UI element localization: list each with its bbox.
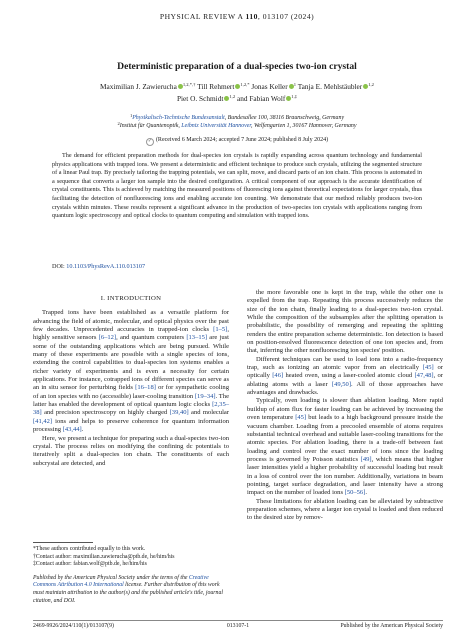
citation-link[interactable]: [47,48]: [414, 372, 434, 380]
paragraph-text: .: [365, 489, 368, 497]
body-paragraph: [247, 356, 443, 398]
author-affil-sup: 1,2: [368, 82, 374, 87]
publication-history: [30, 137, 444, 146]
article-info: , 013107 (2024): [257, 12, 315, 21]
journal-volume: 110: [245, 12, 258, 21]
citation-link[interactable]: [49,50]: [331, 380, 351, 388]
paragraph-text: , which means that higher laser intensities yield a higher probability of successful loading but result in a loss of control over the ion number. Additionally, variations in beam pointing, target surface degradation, and laser intensity have a strong impact on the number of loaded ions: [247, 455, 444, 497]
affiliation-address: , Bundesallee 100, 38116 Braunschweig, Germany: [224, 115, 345, 121]
author-affil-sup: 1,2,*,†: [182, 82, 196, 87]
left-column: [33, 290, 229, 468]
author-affil-sup: 1,2,*: [240, 82, 250, 87]
body-paragraph: [247, 397, 443, 497]
citation-link[interactable]: [19–34]: [194, 392, 216, 400]
paragraph-text: , or ablating atoms with a laser: [247, 372, 443, 388]
paragraph-text: . All of those approaches have advantages and drawbacks.: [247, 380, 443, 397]
paragraph-text: Trapped ions have been established as a versatile platform for advancing the field of atomic, molecular, and optical physics over the past few decades. Unprecedented accuracies in trapped-ion clocks: [33, 309, 229, 334]
body-paragraph: [247, 289, 443, 356]
doi-line: [52, 263, 422, 270]
body-paragraph: [247, 498, 443, 523]
check-for-updates-icon[interactable]: ✓: [147, 139, 153, 144]
paragraph-text: , highly sensitive sensors: [33, 326, 229, 342]
author-line-2: [30, 92, 444, 104]
affiliation-number: 1: [129, 113, 133, 118]
affiliation-prefix: Institut für Quantenoptik,: [119, 123, 182, 129]
paragraph-text: and molecular: [188, 409, 230, 417]
paragraph-text: are just some of the outstanding applications which are being pursued. While many of these experiments are possible with a single species of ions, extending the control capabilities to dual-species ion systems enables a richer variety of experiments and is even a necessity for certain applications. For instance, cotrapped ions of different species can serve as an in situ sensor for perturbing fields: [33, 334, 229, 392]
doi-label: DOI:: [52, 263, 67, 270]
paragraph-text: but leads to a high background pressure inside the vacuum chamber. Loading from a precooled ensemble of atoms requires substantial technical overhead and suitable laser-cooling transitions for the atomic species. For ablation loading, there is a trade-off between fast loading and control over the exact number of ions since the loading process is governed by Poisson statistics: [247, 414, 443, 463]
issn-info: 2469-9926/2024/110(1)/013107(9): [33, 623, 114, 629]
citation-link[interactable]: [1–5]: [213, 326, 228, 334]
citation-link[interactable]: [41,42]: [33, 417, 53, 425]
affiliation-link[interactable]: Leibniz Universität Hannover: [181, 123, 251, 129]
footnote-contact-2: ‡Contact author: fabian.wolf@ptb.de, he/him/his: [33, 561, 147, 568]
doi-link[interactable]: 10.1103/PhysRevA.110.013107: [66, 263, 146, 270]
affiliation-address: , Welfengarten 1, 30167 Hannover, Germany: [251, 123, 357, 129]
author-name[interactable]: Fabian Wolf: [249, 93, 286, 103]
footer-rule: [33, 620, 443, 621]
footnote-contact-1: †Contact author: maximilian.zawierucha@ptb.de, he/him/his: [33, 553, 175, 560]
citation-link[interactable]: [6–12]: [98, 334, 117, 342]
paragraph-text: or optically: [247, 364, 443, 380]
author-line-1: [30, 80, 444, 92]
citation-link[interactable]: [45]: [422, 364, 434, 372]
section-heading: I. INTRODUCTION: [100, 295, 162, 302]
citation-link[interactable]: [45]: [295, 414, 307, 422]
author-list: [30, 80, 444, 103]
author-affil-sup: 1,‡: [291, 93, 298, 99]
affiliation-link[interactable]: Physikalisch-Technische Bundesanstalt: [132, 115, 225, 121]
running-head: [0, 12, 474, 21]
footnote-equal-contribution: *These authors contributed equally to this work.: [33, 546, 146, 552]
paragraph-text: Here, we present a technique for preparing such a dual-species two-ion crystal. The process relies on modifying the confining dc potentials to iteratively split a dual-species ion chain. The constituents of each subcrystal are detected, and: [33, 434, 229, 467]
footnote-rule: [33, 542, 93, 543]
author-name[interactable]: Till Rehmert: [197, 82, 235, 91]
author-name[interactable]: Piet O. Schmidt: [176, 93, 224, 103]
affiliation-number: 2: [117, 121, 120, 126]
paragraph-text: heated oven, using a laser-cooled atomic cloud: [283, 372, 415, 380]
footnotes: [33, 542, 229, 605]
journal-name: PHYSICAL REVIEW A: [159, 12, 244, 21]
citation-link[interactable]: [43,44]: [62, 426, 82, 434]
paragraph-text: the more favorable one is kept in the trap, while the other one is expelled from the trap. Repeating this process successively reduces the size of the ion chain, finally leading to a dual-species two-ion crystal. While the composition of the subsamples after the splitting operation is probabilistic, the possibility of remerging and repeating the splitting renders the entire preparation scheme deterministic. Ion detection is based on position-resolved fluorescence detection of one ion species and, from that, inferring the other nonfluorescing ion species' position.: [247, 289, 443, 355]
body-paragraph: [33, 435, 229, 468]
paragraph-text: .: [81, 426, 84, 434]
page-number: 013107-1: [226, 623, 250, 629]
paragraph-text: Different techniques can be used to load ions into a radio-frequency trap, such as ionizing an atomic vapor from an electrically: [247, 355, 443, 372]
license-notice: [33, 575, 229, 605]
body-paragraph: [33, 309, 229, 434]
paragraph-text: . The latter has enabled the development of optical quantum logic clocks: [33, 392, 229, 409]
citation-link[interactable]: [39,40]: [169, 409, 189, 417]
paper-title: Deterministic preparation of a dual-species two-ion crystal: [117, 61, 357, 72]
paragraph-text: and precision spectroscopy on highly charged: [41, 409, 170, 417]
right-column-paragraphs: [247, 289, 443, 523]
author-name[interactable]: Jonas Keller: [251, 82, 288, 91]
publisher-line: Published by the American Physical Society: [340, 623, 443, 629]
received-dates: (Received 6 March 2024; accepted 7 June 2024; published 8 July 2024): [155, 137, 329, 143]
citation-link[interactable]: [50–56]: [344, 489, 366, 497]
left-column-paragraphs: [33, 309, 229, 468]
citation-link[interactable]: [49]: [360, 455, 372, 463]
license-link[interactable]: Creative Commons Attribution 4.0 International: [33, 574, 209, 589]
author-name[interactable]: Maximilian J. Zawierucha: [100, 82, 177, 91]
author-affil-sup: 1,2: [229, 93, 236, 99]
license-pre: Published by the American Physical Society under the terms of the: [33, 574, 189, 581]
paragraph-text: ions and helps to preserve coherence for quantum information processing: [33, 417, 229, 434]
abstract: The demand for efficient preparation methods for dual-species ion crystals is rapidly expanding across quantum technology and fundamental physics applications with trapped ions. We present a deterministic and efficient technique to produce such crystals, utilizing the segmented structure of a linear Paul trap. By precisely tailoring the trapping potentials, we can split, move, and discard parts of an ion chain. This process is automated in a sequence that converts a larger ion sample into the desired configuration. A critical component of our approach is the accurate identification of crystal constituents. This is achieved by matching the measured positions of fluorescing ions against theoretical expectations for larger crystals, thus facilitating the detection of nonfluorescing ions and enabling accurate ion counting. We demonstrate that our method reliably produces two-ion crystals within minutes. These results represent a significant advance in the production of two-species ion crystals with applications ranging from quantum logic spectroscopy and optical clocks to quantum computing and simulation with trapped ions.: [52, 152, 422, 220]
citation-link[interactable]: [16–18]: [135, 384, 156, 392]
citation-link[interactable]: [13–15]: [186, 334, 208, 342]
paragraph-text: , and quantum computers: [116, 334, 187, 342]
and-word: and: [236, 93, 248, 103]
author-affil-sup: 1: [293, 82, 296, 87]
citation-link[interactable]: [46]: [272, 372, 284, 380]
citation-link[interactable]: [2,35–38]: [33, 401, 229, 417]
paragraph-text: Typically, oven loading is slower than ablation loading. More rapid buildup of atom flux for faster loading can be achieved by increasing the oven temperature: [247, 397, 443, 422]
author-name[interactable]: Tanja E. Mehlstäubler: [297, 82, 363, 91]
right-column: [247, 289, 443, 523]
affiliation-2: [30, 120, 444, 130]
paragraph-text: or for sympathetic cooling of an ion species with no (accessible) laser-cooling transition: [33, 384, 229, 400]
license-post: license. Further distribution of this work must maintain attribution to the author(s) and the published article's title, journal citation, and DOI.: [33, 582, 223, 604]
paragraph-text: These limitations for ablation loading can be alleviated by subtractive preparation schemes, where a larger ion crystal is loaded and then reduced to the desired size by remov-: [247, 497, 443, 522]
